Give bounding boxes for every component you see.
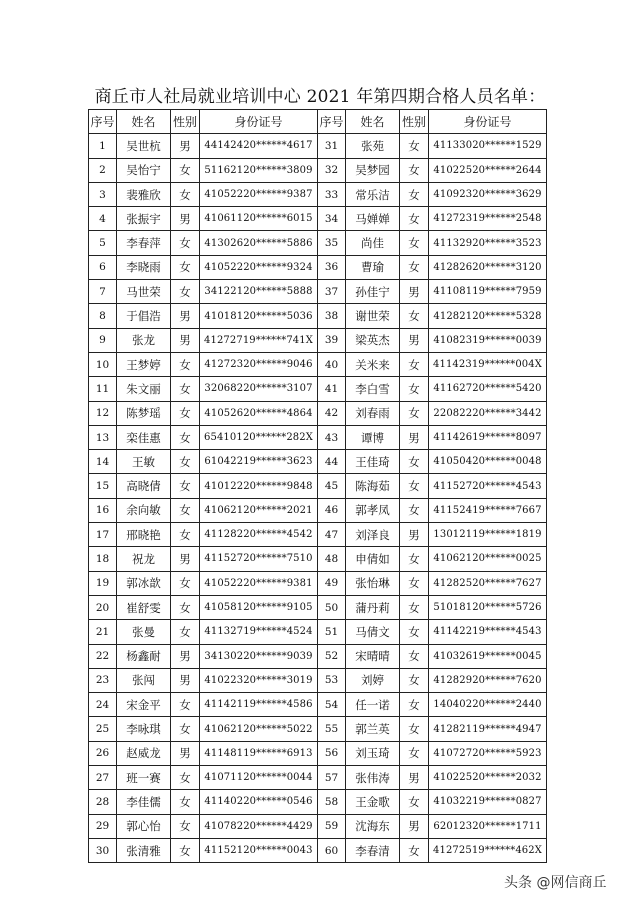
cell-id-number: 41052220******9381 [200, 571, 318, 595]
cell-name: 赵威龙 [117, 741, 171, 765]
cell-name: 李白雪 [346, 377, 400, 401]
cell-name: 栾佳惠 [117, 425, 171, 449]
cell-id-number: 41282620******3120 [429, 255, 547, 279]
cell-index: 4 [89, 207, 117, 231]
watermark: 头条 @网信商丘 [504, 875, 607, 891]
cell-id-number: 41050420******0048 [429, 450, 547, 474]
cell-id-number: 41071120******0044 [200, 766, 318, 790]
cell-gender: 女 [171, 474, 200, 498]
cell-index: 26 [89, 741, 117, 765]
cell-index: 46 [318, 498, 346, 522]
cell-name: 常乐洁 [346, 182, 400, 206]
cell-id-number: 41072720******5923 [429, 741, 547, 765]
cell-id-number: 41132719******4524 [200, 620, 318, 644]
cell-name: 吴世杭 [117, 134, 171, 158]
cell-name: 蒲丹莉 [346, 595, 400, 619]
cell-index: 8 [89, 304, 117, 328]
cell-name: 刘泽良 [346, 523, 400, 547]
cell-id-number: 41078220******4429 [200, 814, 318, 838]
cell-id-number: 41012220******9848 [200, 474, 318, 498]
cell-name: 王敏 [117, 450, 171, 474]
header-name: 姓名 [117, 110, 171, 134]
table-row [89, 401, 547, 425]
cell-gender: 女 [400, 182, 429, 206]
table-row [89, 280, 547, 304]
cell-gender: 女 [400, 790, 429, 814]
cell-index: 29 [89, 814, 117, 838]
header-gender: 性别 [171, 110, 200, 134]
roster-table [88, 109, 547, 863]
cell-id-number: 51162120******3809 [200, 158, 318, 182]
table-row [89, 328, 547, 352]
cell-index: 24 [89, 693, 117, 717]
cell-gender: 女 [400, 158, 429, 182]
cell-name: 张苑 [346, 134, 400, 158]
table-row [89, 790, 547, 814]
cell-name: 孙佳宁 [346, 280, 400, 304]
cell-id-number: 41018120******5036 [200, 304, 318, 328]
cell-id-number: 41062120******0025 [429, 547, 547, 571]
cell-gender: 男 [400, 425, 429, 449]
table-row [89, 377, 547, 401]
cell-index: 57 [318, 766, 346, 790]
cell-index: 32 [318, 158, 346, 182]
cell-name: 马世荣 [117, 280, 171, 304]
cell-gender: 女 [171, 620, 200, 644]
cell-name: 杨鑫耐 [117, 644, 171, 668]
cell-index: 12 [89, 401, 117, 425]
cell-name: 任一诺 [346, 693, 400, 717]
cell-gender: 女 [171, 231, 200, 255]
cell-name: 马倩文 [346, 620, 400, 644]
cell-index: 22 [89, 644, 117, 668]
cell-id-number: 61042219******3623 [200, 450, 318, 474]
cell-gender: 女 [171, 255, 200, 279]
cell-gender: 女 [400, 207, 429, 231]
cell-gender: 男 [171, 644, 200, 668]
cell-index: 36 [318, 255, 346, 279]
header-id-number: 身份证号 [200, 110, 318, 134]
cell-name: 陈海茹 [346, 474, 400, 498]
cell-name: 马婵婵 [346, 207, 400, 231]
cell-gender: 女 [171, 571, 200, 595]
table-row [89, 814, 547, 838]
table-row [89, 231, 547, 255]
cell-index: 34 [318, 207, 346, 231]
cell-index: 60 [318, 838, 346, 862]
cell-id-number: 41062120******5022 [200, 717, 318, 741]
cell-id-number: 41282520******7627 [429, 571, 547, 595]
cell-gender: 女 [171, 280, 200, 304]
cell-gender: 女 [171, 717, 200, 741]
cell-index: 48 [318, 547, 346, 571]
cell-index: 5 [89, 231, 117, 255]
cell-gender: 女 [171, 838, 200, 862]
cell-name: 梁英杰 [346, 328, 400, 352]
cell-index: 47 [318, 523, 346, 547]
cell-id-number: 41282920******7620 [429, 668, 547, 692]
table-body [89, 134, 547, 863]
table-row [89, 304, 547, 328]
table-row [89, 571, 547, 595]
cell-gender: 男 [400, 280, 429, 304]
cell-gender: 女 [171, 401, 200, 425]
cell-index: 19 [89, 571, 117, 595]
cell-gender: 女 [400, 255, 429, 279]
cell-id-number: 41142219******4543 [429, 620, 547, 644]
cell-id-number: 41092320******3629 [429, 182, 547, 206]
cell-name: 刘玉琦 [346, 741, 400, 765]
cell-name: 刘春雨 [346, 401, 400, 425]
cell-gender: 女 [171, 425, 200, 449]
cell-gender: 女 [171, 790, 200, 814]
cell-name: 李佳儒 [117, 790, 171, 814]
cell-name: 李春萍 [117, 231, 171, 255]
cell-index: 54 [318, 693, 346, 717]
cell-name: 张怡琳 [346, 571, 400, 595]
cell-gender: 女 [400, 620, 429, 644]
cell-index: 59 [318, 814, 346, 838]
cell-id-number: 41140220******0546 [200, 790, 318, 814]
cell-name: 张伟涛 [346, 766, 400, 790]
cell-gender: 女 [400, 304, 429, 328]
cell-index: 23 [89, 668, 117, 692]
header-id-number: 身份证号 [429, 110, 547, 134]
cell-gender: 女 [400, 498, 429, 522]
cell-index: 1 [89, 134, 117, 158]
cell-gender: 女 [400, 547, 429, 571]
table-row [89, 693, 547, 717]
cell-index: 18 [89, 547, 117, 571]
table-row [89, 766, 547, 790]
cell-name: 宋金平 [117, 693, 171, 717]
cell-id-number: 41022520******2644 [429, 158, 547, 182]
cell-name: 谢世荣 [346, 304, 400, 328]
cell-name: 王金歌 [346, 790, 400, 814]
cell-name: 张曼 [117, 620, 171, 644]
table-row [89, 523, 547, 547]
cell-gender: 女 [171, 523, 200, 547]
cell-id-number: 32068220******3107 [200, 377, 318, 401]
cell-index: 20 [89, 595, 117, 619]
cell-gender: 男 [171, 304, 200, 328]
cell-index: 17 [89, 523, 117, 547]
table-row [89, 717, 547, 741]
cell-gender: 男 [400, 766, 429, 790]
table-row [89, 134, 547, 158]
cell-id-number: 41022320******3019 [200, 668, 318, 692]
cell-id-number: 41132920******3523 [429, 231, 547, 255]
cell-name: 李春清 [346, 838, 400, 862]
cell-name: 邢晓艳 [117, 523, 171, 547]
cell-name: 郭孝凤 [346, 498, 400, 522]
cell-id-number: 41052620******4864 [200, 401, 318, 425]
cell-id-number: 41128220******4542 [200, 523, 318, 547]
cell-id-number: 41058120******9105 [200, 595, 318, 619]
cell-index: 31 [318, 134, 346, 158]
cell-gender: 男 [171, 741, 200, 765]
cell-name: 吴梦园 [346, 158, 400, 182]
table-row [89, 644, 547, 668]
cell-gender: 女 [171, 693, 200, 717]
cell-id-number: 41272320******9046 [200, 352, 318, 376]
cell-gender: 女 [171, 595, 200, 619]
cell-index: 6 [89, 255, 117, 279]
cell-index: 40 [318, 352, 346, 376]
cell-index: 11 [89, 377, 117, 401]
cell-id-number: 41162720******5420 [429, 377, 547, 401]
cell-id-number: 41142119******4586 [200, 693, 318, 717]
cell-id-number: 65410120******282X [200, 425, 318, 449]
cell-id-number: 41133020******1529 [429, 134, 547, 158]
cell-gender: 男 [400, 328, 429, 352]
cell-id-number: 41062120******2021 [200, 498, 318, 522]
cell-index: 14 [89, 450, 117, 474]
cell-gender: 女 [400, 377, 429, 401]
cell-gender: 女 [400, 352, 429, 376]
cell-index: 37 [318, 280, 346, 304]
cell-id-number: 41272519******462X [429, 838, 547, 862]
cell-name: 李咏琪 [117, 717, 171, 741]
table-header-row [89, 110, 547, 134]
cell-index: 7 [89, 280, 117, 304]
cell-name: 张清雅 [117, 838, 171, 862]
cell-index: 51 [318, 620, 346, 644]
cell-index: 58 [318, 790, 346, 814]
cell-gender: 女 [400, 741, 429, 765]
cell-gender: 女 [400, 838, 429, 862]
cell-name: 吴怡宁 [117, 158, 171, 182]
cell-index: 41 [318, 377, 346, 401]
cell-id-number: 34122120******5888 [200, 280, 318, 304]
cell-gender: 女 [400, 595, 429, 619]
cell-id-number: 41032619******0045 [429, 644, 547, 668]
cell-gender: 女 [400, 474, 429, 498]
cell-index: 45 [318, 474, 346, 498]
cell-index: 55 [318, 717, 346, 741]
cell-id-number: 41282119******4947 [429, 717, 547, 741]
cell-name: 高晓倩 [117, 474, 171, 498]
cell-index: 35 [318, 231, 346, 255]
cell-gender: 女 [171, 814, 200, 838]
cell-gender: 女 [171, 498, 200, 522]
table-row [89, 182, 547, 206]
cell-gender: 女 [400, 693, 429, 717]
cell-gender: 女 [171, 182, 200, 206]
cell-index: 38 [318, 304, 346, 328]
cell-index: 30 [89, 838, 117, 862]
cell-index: 52 [318, 644, 346, 668]
table-row [89, 668, 547, 692]
cell-id-number: 41272719******741X [200, 328, 318, 352]
cell-index: 2 [89, 158, 117, 182]
cell-index: 56 [318, 741, 346, 765]
cell-id-number: 41082319******0039 [429, 328, 547, 352]
cell-index: 15 [89, 474, 117, 498]
cell-gender: 女 [400, 571, 429, 595]
cell-id-number: 41142319******004X [429, 352, 547, 376]
cell-name: 于倡浩 [117, 304, 171, 328]
cell-name: 谭博 [346, 425, 400, 449]
cell-gender: 女 [400, 717, 429, 741]
cell-index: 44 [318, 450, 346, 474]
cell-id-number: 51018120******5726 [429, 595, 547, 619]
cell-gender: 女 [400, 450, 429, 474]
cell-id-number: 41148119******6913 [200, 741, 318, 765]
cell-gender: 女 [400, 668, 429, 692]
cell-gender: 男 [171, 134, 200, 158]
cell-name: 申倩如 [346, 547, 400, 571]
cell-id-number: 13012119******1819 [429, 523, 547, 547]
table-row [89, 158, 547, 182]
cell-gender: 女 [171, 766, 200, 790]
cell-gender: 女 [400, 134, 429, 158]
header-index: 序号 [89, 110, 117, 134]
cell-name: 祝龙 [117, 547, 171, 571]
table-row [89, 595, 547, 619]
cell-id-number: 44142420******4617 [200, 134, 318, 158]
cell-id-number: 22082220******3442 [429, 401, 547, 425]
cell-gender: 女 [171, 158, 200, 182]
cell-gender: 男 [171, 547, 200, 571]
cell-index: 3 [89, 182, 117, 206]
cell-index: 49 [318, 571, 346, 595]
cell-index: 13 [89, 425, 117, 449]
cell-id-number: 41032219******0827 [429, 790, 547, 814]
table-row [89, 255, 547, 279]
table-row [89, 352, 547, 376]
cell-id-number: 41052220******9387 [200, 182, 318, 206]
table-row [89, 450, 547, 474]
cell-name: 裴雅欣 [117, 182, 171, 206]
cell-gender: 男 [171, 668, 200, 692]
header-gender: 性别 [400, 110, 429, 134]
cell-index: 53 [318, 668, 346, 692]
cell-name: 关米来 [346, 352, 400, 376]
cell-id-number: 41272319******2548 [429, 207, 547, 231]
cell-name: 刘婷 [346, 668, 400, 692]
cell-id-number: 41061120******6015 [200, 207, 318, 231]
cell-id-number: 41052220******9324 [200, 255, 318, 279]
cell-name: 沈海东 [346, 814, 400, 838]
cell-name: 尚佳 [346, 231, 400, 255]
table-row [89, 207, 547, 231]
cell-id-number: 34130220******9039 [200, 644, 318, 668]
cell-gender: 女 [171, 352, 200, 376]
cell-gender: 男 [171, 207, 200, 231]
cell-name: 陈梦瑶 [117, 401, 171, 425]
cell-gender: 女 [400, 644, 429, 668]
cell-index: 39 [318, 328, 346, 352]
header-name: 姓名 [346, 110, 400, 134]
cell-name: 余向敏 [117, 498, 171, 522]
cell-index: 21 [89, 620, 117, 644]
cell-name: 郭心怡 [117, 814, 171, 838]
cell-index: 25 [89, 717, 117, 741]
cell-id-number: 41302620******5886 [200, 231, 318, 255]
cell-name: 朱文丽 [117, 377, 171, 401]
cell-name: 郭兰英 [346, 717, 400, 741]
cell-id-number: 41152419******7667 [429, 498, 547, 522]
cell-gender: 女 [171, 450, 200, 474]
cell-id-number: 62012320******1711 [429, 814, 547, 838]
cell-gender: 男 [400, 814, 429, 838]
cell-gender: 男 [171, 328, 200, 352]
cell-index: 50 [318, 595, 346, 619]
cell-id-number: 41152720******7510 [200, 547, 318, 571]
cell-index: 33 [318, 182, 346, 206]
cell-index: 28 [89, 790, 117, 814]
table-row [89, 838, 547, 862]
cell-index: 42 [318, 401, 346, 425]
header-index: 序号 [318, 110, 346, 134]
cell-id-number: 41142619******8097 [429, 425, 547, 449]
table-row [89, 425, 547, 449]
cell-id-number: 41108119******7959 [429, 280, 547, 304]
cell-name: 曹瑜 [346, 255, 400, 279]
cell-gender: 女 [400, 231, 429, 255]
table-row [89, 498, 547, 522]
cell-gender: 女 [171, 377, 200, 401]
table-row [89, 620, 547, 644]
cell-id-number: 41282120******5328 [429, 304, 547, 328]
cell-name: 宋晴晴 [346, 644, 400, 668]
cell-name: 李晓雨 [117, 255, 171, 279]
cell-name: 王佳琦 [346, 450, 400, 474]
cell-name: 郭冰歆 [117, 571, 171, 595]
table-row [89, 741, 547, 765]
cell-name: 王梦婷 [117, 352, 171, 376]
cell-id-number: 41022520******2032 [429, 766, 547, 790]
table-row [89, 474, 547, 498]
cell-index: 9 [89, 328, 117, 352]
cell-index: 27 [89, 766, 117, 790]
cell-name: 班一赛 [117, 766, 171, 790]
cell-index: 43 [318, 425, 346, 449]
cell-id-number: 14040220******2440 [429, 693, 547, 717]
cell-name: 张振宇 [117, 207, 171, 231]
cell-index: 16 [89, 498, 117, 522]
page-title: 商丘市人社局就业培训中心 2021 年第四期合格人员名单： [94, 87, 546, 107]
cell-name: 张闯 [117, 668, 171, 692]
table-row [89, 547, 547, 571]
cell-gender: 女 [400, 401, 429, 425]
cell-id-number: 41152720******4543 [429, 474, 547, 498]
cell-id-number: 41152120******0043 [200, 838, 318, 862]
cell-name: 崔舒雯 [117, 595, 171, 619]
cell-index: 10 [89, 352, 117, 376]
cell-gender: 男 [400, 523, 429, 547]
cell-name: 张龙 [117, 328, 171, 352]
